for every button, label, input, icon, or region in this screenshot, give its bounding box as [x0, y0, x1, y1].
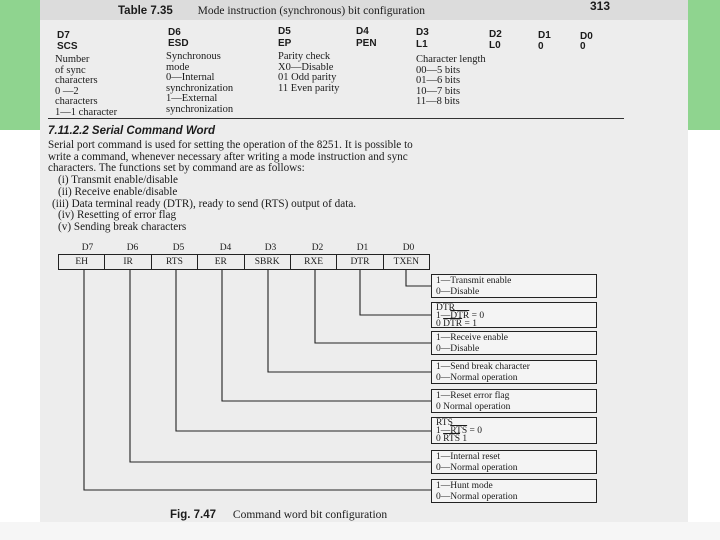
box-reset-error [431, 389, 597, 413]
field-ep: EP [278, 38, 292, 49]
box-transmit-enable [431, 274, 597, 298]
field-pen: PEN [356, 38, 377, 49]
box-text: 0 [436, 319, 444, 329]
col-line: 10—7 bits [416, 85, 461, 97]
bit-label-d6: D6 [126, 243, 139, 253]
hdr-d2: D2 [489, 29, 502, 40]
table-number: Table 7.35 [118, 5, 173, 17]
reg-cell-er: ER [198, 255, 244, 269]
box-text: $\overline{RTS}$ [443, 434, 460, 444]
item-text: Sending break characters [73, 221, 187, 234]
hdr-d3: D3 [416, 27, 429, 38]
box-text: 1— [436, 311, 451, 321]
connector-er [222, 270, 431, 401]
bit-label-d3: D3 [264, 243, 277, 253]
hdr-d4: D4 [356, 26, 369, 37]
figure-number: Fig. 7.47 [170, 509, 217, 521]
bit-label-d2: D2 [311, 243, 324, 253]
item-text: Transmit enable/disable [71, 174, 178, 186]
table-caption: Mode instruction (synchronous) bit configuration [197, 5, 426, 17]
col-line: X0—Disable [278, 61, 334, 73]
hdr-d5: D5 [278, 26, 291, 37]
box-rts [431, 417, 597, 444]
reg-cell-dtr: DTR [337, 255, 383, 269]
reg-cell-sbrk: SBRK [245, 255, 291, 269]
box-text: $\overline{RTS}$ [450, 426, 468, 436]
col-line: 00—5 bits [416, 64, 461, 76]
hdr-d6: D6 [168, 27, 181, 38]
col-line: Parity check [278, 51, 331, 62]
section-heading: 7.11.2.2 Serial Command Word [48, 125, 216, 137]
box-line: 1—Hunt mode [436, 481, 493, 491]
reg-cell-eh: EH [59, 255, 105, 269]
reg-cell-rxe: RXE [291, 255, 337, 269]
figure-title: Command word bit configuration [232, 509, 388, 521]
box-receive-enable [431, 331, 597, 355]
box-send-break [431, 360, 597, 384]
col-line: synchronization [166, 103, 234, 115]
field-l0: L0 [489, 40, 501, 51]
box-text: = 1 [462, 319, 477, 329]
connector-eh [84, 270, 431, 490]
hdr-d1: D1 [538, 30, 551, 41]
item-text: Data terminal ready (DTR), ready to send (RTS) output of data. [71, 197, 357, 210]
box-text: 1 [459, 434, 468, 444]
bit-label-d4: D4 [219, 243, 232, 253]
body-line: Serial port command is used for setting the operation of the 8251. It is possible to [48, 139, 413, 151]
col-line: 0—Internal [166, 72, 215, 83]
connector-ir [130, 270, 431, 462]
box-line: 1—Send break character [436, 362, 530, 372]
col-line: Character length [416, 54, 486, 65]
box-line [436, 435, 592, 443]
field-scs: SCS [57, 41, 78, 52]
item-num: (iv) [58, 209, 75, 222]
col-line: 01—6 bits [416, 75, 461, 86]
box-internal-reset [431, 450, 597, 474]
connector-rts [176, 270, 431, 431]
field-l1: L1 [416, 39, 428, 50]
col-line: characters [55, 75, 98, 86]
box-dtr [431, 302, 597, 328]
col-line: Synchronous [166, 51, 221, 62]
box-text: $\overline{DTR}$ [450, 311, 470, 321]
box-text: $\overline{DTR}$ [443, 319, 463, 329]
box-text: = 0 [469, 311, 485, 321]
box-line: 0—Disable [436, 344, 480, 354]
bottom-page-strip [0, 522, 720, 540]
bit-label-d0: D0 [402, 243, 415, 253]
field-0a: 0 [538, 41, 544, 52]
box-line: 1—Reset error flag [436, 391, 510, 401]
field-esd: ESD [168, 38, 189, 49]
box-line: 1—Receive enable [436, 333, 509, 343]
col-line: synchronization [166, 82, 234, 94]
bit-label-d7: D7 [81, 243, 94, 253]
box-line: 1—Internal reset [436, 452, 501, 462]
item-num: (v) [58, 221, 72, 234]
page-number: 313 [590, 0, 611, 13]
connector-txen [406, 270, 431, 286]
box-line: DTR [436, 303, 455, 313]
connector-rxe [315, 270, 431, 343]
col-line: 1—1 character [55, 106, 118, 118]
body-line: characters. The functions set by command are as follows: [48, 162, 305, 174]
box-line: 0—Normal operation [436, 373, 518, 383]
box-line: 0—Normal operation [436, 463, 518, 473]
col-line: 01 Odd parity [278, 72, 337, 83]
bit-label-d5: D5 [172, 243, 185, 253]
col-line: characters [55, 96, 98, 107]
col-line: mode [166, 61, 190, 73]
box-line: 0—Normal operation [436, 492, 518, 502]
box-line: 0—Disable [436, 287, 480, 297]
reg-cell-rts: RTS [152, 255, 198, 269]
box-line: RTS [436, 418, 453, 428]
col-line: 11 Even parity [278, 82, 340, 94]
item-text: Receive enable/disable [74, 185, 178, 198]
box-text: 1— [436, 426, 451, 436]
col-line: 0 —2 [55, 85, 79, 97]
hdr-d7: D7 [57, 30, 70, 41]
reg-cell-ir: IR [105, 255, 151, 269]
item-num: (iii) [52, 197, 69, 210]
hdr-d0: D0 [580, 31, 593, 42]
figure-caption [170, 510, 387, 522]
bit-label-d1: D1 [356, 243, 369, 253]
col-line: of sync [55, 64, 86, 76]
item-num: (ii) [58, 185, 72, 198]
box-line: 0 Normal operation [436, 402, 511, 412]
item-text: Resetting of error flag [76, 209, 177, 222]
box-text: = 0 [467, 426, 482, 436]
item-num: (i) [58, 174, 69, 186]
connector-dtr [360, 270, 431, 315]
col-line: Number [55, 54, 90, 65]
body-line: write a command, whenever necessary after writing a mode instruction and sync [48, 150, 408, 163]
field-0b: 0 [580, 41, 586, 52]
col-line: 11—8 bits [416, 96, 460, 107]
box-line [436, 320, 592, 328]
col-line: 1—External [166, 93, 218, 104]
box-line: 1—Transmit enable [436, 276, 512, 286]
reg-cell-txen: TXEN [393, 257, 419, 267]
box-hunt-mode [431, 479, 597, 503]
box-text: 0 [436, 434, 444, 444]
